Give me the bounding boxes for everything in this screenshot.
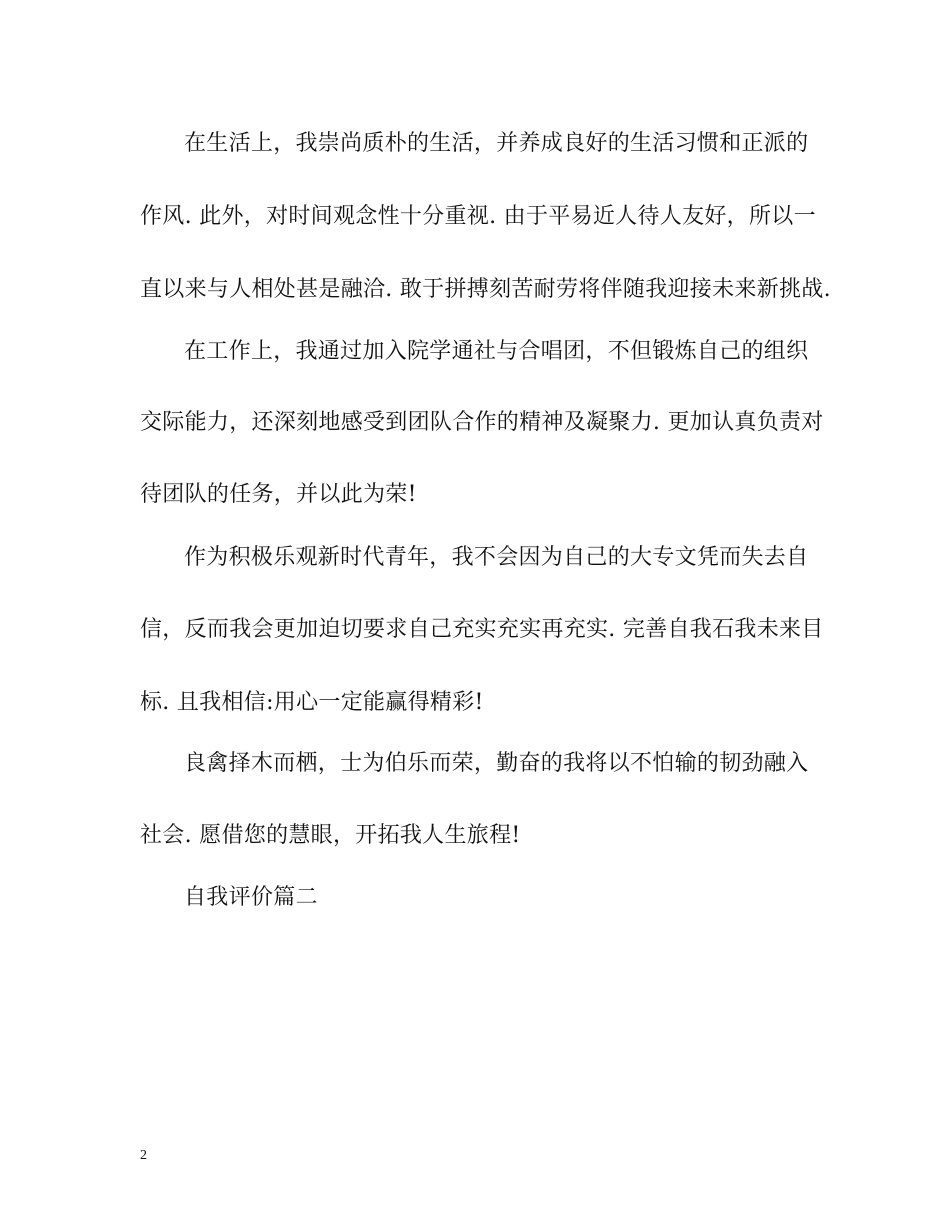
- paragraph-closing-line-2: 社会. 愿借您的慧眼，开拓我人生旅程!: [140, 823, 521, 848]
- paragraph-closing-line-1: 良禽择木而栖，士为伯乐而荣，勤奋的我将以不怕输的韧劲融入: [184, 751, 809, 776]
- paragraph-life-line-1: 在生活上，我崇尚质朴的生活，并养成良好的生活习惯和正派的: [184, 131, 809, 156]
- paragraph-youth-line-2: 信，反而我会更加迫切要求自己充实充实再充实. 完善自我石我未来目: [140, 617, 824, 642]
- paragraph-youth-line-1: 作为积极乐观新时代青年，我不会因为自己的大专文凭而失去自: [184, 545, 809, 570]
- paragraph-work-line-1: 在工作上，我通过加入院学通社与合唱团，不但锻炼自己的组织: [184, 339, 809, 364]
- paragraph-youth-line-3: 标. 且我相信:用心一定能赢得精彩!: [140, 690, 484, 715]
- page-number: 2: [140, 1148, 147, 1163]
- paragraph-life-line-2: 作风. 此外，对时间观念性十分重视. 由于平易近人待人友好，所以一: [140, 204, 816, 229]
- section-heading: 自我评价篇二: [184, 885, 318, 910]
- paragraph-work-line-3: 待团队的任务，并以此为荣!: [140, 482, 417, 507]
- paragraph-work-line-2: 交际能力，还深刻地感受到团队合作的精神及凝聚力. 更加认真负责对: [140, 410, 824, 435]
- paragraph-life-line-3: 直以来与人相处甚是融洽. 敢于拼搏刻苦耐劳将伴随我迎接未来新挑战.: [140, 277, 831, 302]
